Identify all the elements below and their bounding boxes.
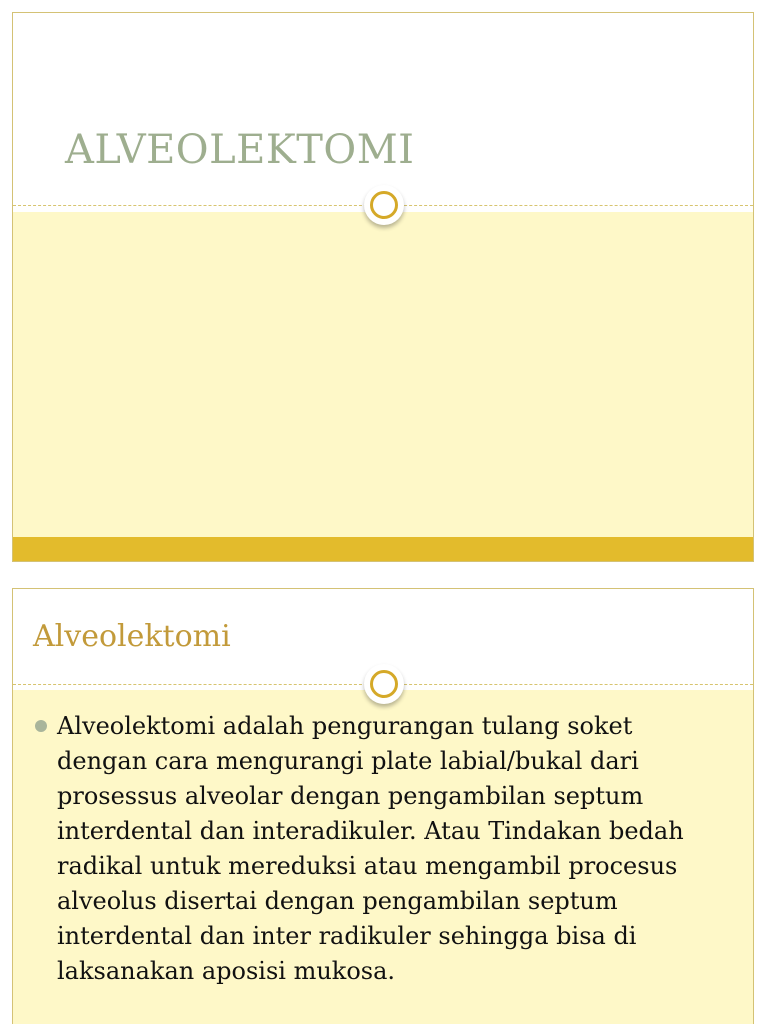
slide-heading: Alveolektomi [33,619,231,654]
ring-ornament-icon [364,664,404,704]
title-area [13,13,753,207]
slide-title-text: ALVEOLEKTOMI [65,127,415,173]
ring-ornament-icon [364,185,404,225]
slide-content [12,588,754,1024]
slide-body-area [13,212,753,537]
slide-title [12,12,754,562]
accent-bar [13,537,753,562]
bullet-icon [35,720,47,732]
bullet-text: Alveolektomi adalah pengurangan tulang soket dengan cara mengurangi plate labial/bukal dari prosessus alveolar dengan pengambilan septum interdental dan interadikuler. Atau Tindakan bedah radikal untuk mereduksi atau mengambil procesus alveolus disertai dengan pengambilan septum interdental dan inter radikuler sehingga bisa di laksanakan aposisi mukosa. [57,712,684,985]
